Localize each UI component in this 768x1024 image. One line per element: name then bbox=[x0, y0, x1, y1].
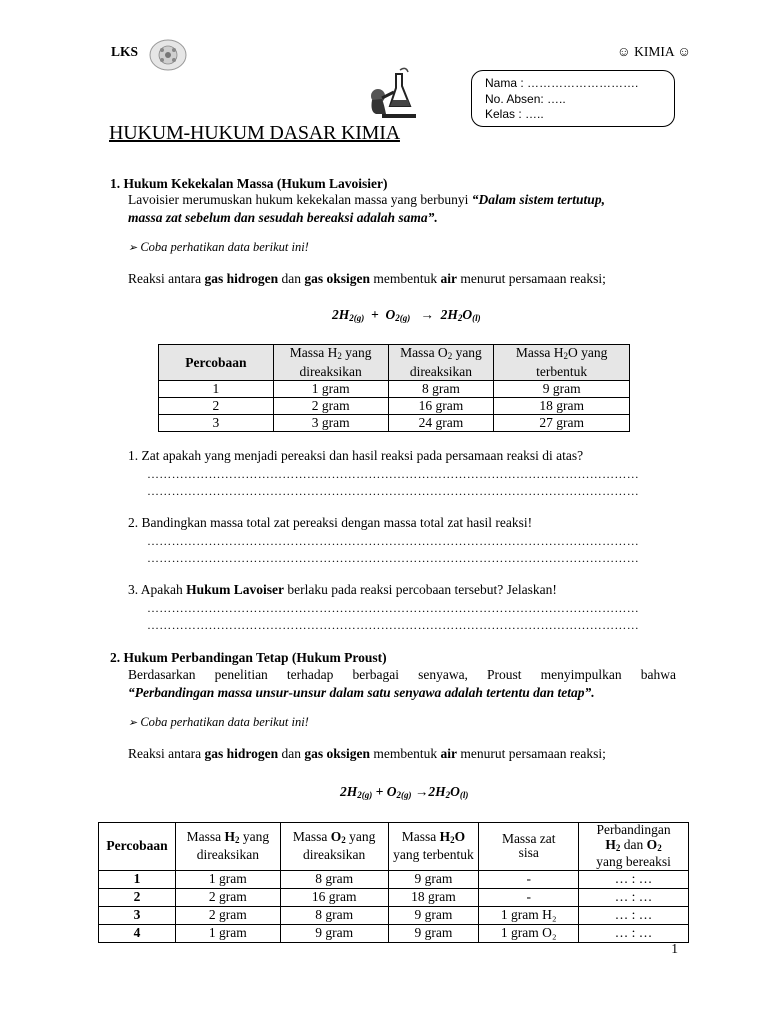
header-lks-label: LKS bbox=[111, 44, 139, 59]
table-cell: 18 gram bbox=[388, 888, 479, 906]
answer-line[interactable]: ………………………………………………………………………………………………………… bbox=[147, 484, 639, 498]
nama-field[interactable]: Nama : ………………………. bbox=[485, 76, 639, 90]
question-2: 2. Bandingkan massa total zat pereaksi dengan massa total zat hasil reaksi! bbox=[128, 515, 533, 530]
arrow-bullet-icon: ➢ bbox=[128, 242, 138, 254]
table-header-cell: Percobaan bbox=[99, 823, 176, 871]
reaction-text-f: air bbox=[440, 746, 458, 761]
table-cell: 16 gram bbox=[388, 398, 494, 415]
reaction-text-b: gas hidrogen bbox=[204, 746, 279, 761]
section2-hint-text: Coba perhatikan data berikut ini! bbox=[140, 715, 309, 729]
student-id-box bbox=[471, 70, 675, 127]
reaction-text-b: gas hidrogen bbox=[204, 271, 279, 286]
reaction-text-d: gas oksigen bbox=[304, 746, 371, 761]
table-cell: 9 gram bbox=[280, 924, 388, 942]
table-row bbox=[159, 415, 630, 432]
table-cell: 2 gram bbox=[175, 906, 280, 924]
table-cell: 2 gram bbox=[273, 398, 388, 415]
section2-quote: “Perbandingan massa unsur-unsur dalam satu senyawa adalah tertentu dan tetap”. bbox=[128, 685, 595, 700]
table-cell: 18 gram bbox=[494, 398, 630, 415]
page-title: HUKUM-HUKUM DASAR KIMIA bbox=[109, 122, 400, 144]
table-cell: 9 gram bbox=[494, 381, 630, 398]
table-cell: 2 bbox=[99, 888, 176, 906]
page-number: 1 bbox=[671, 941, 678, 956]
reaction-text-c: dan bbox=[278, 746, 305, 761]
table-cell: 27 gram bbox=[494, 415, 630, 432]
table-cell: 8 gram bbox=[388, 381, 494, 398]
school-logo-icon bbox=[148, 38, 188, 72]
table-header-cell: Massa $O_2$ yang direaksikan bbox=[280, 823, 388, 871]
table-row bbox=[99, 888, 689, 906]
section1-hint-text: Coba perhatikan data berikut ini! bbox=[140, 240, 309, 254]
table-header-row bbox=[159, 345, 630, 381]
table-cell: 1 gram O₂ bbox=[479, 924, 579, 942]
arrow-bullet-icon: ➢ bbox=[128, 717, 138, 729]
section2-reaction-sentence bbox=[128, 746, 606, 762]
section1-equation: $2H_{2(g)} + O_{2(g)} \to 2H_2O_{(l)}$ bbox=[332, 307, 481, 323]
section1-hint bbox=[128, 240, 309, 255]
header-kimia-label: ☺ KIMIA ☺ bbox=[616, 44, 691, 59]
table-cell: 3 gram bbox=[273, 415, 388, 432]
table-header-row bbox=[99, 823, 689, 871]
question-3-text-a: 3. Apakah bbox=[128, 582, 187, 597]
section1-table bbox=[158, 344, 630, 432]
table-row bbox=[159, 381, 630, 398]
chemist-flask-icon bbox=[362, 66, 420, 124]
question-3-bold: Hukum Lavoiser bbox=[186, 582, 285, 597]
section1-quote-line2: massa zat sebelum dan sesudah bereaksi adalah sama”. bbox=[128, 210, 438, 225]
answer-line[interactable]: ………………………………………………………………………………………………………… bbox=[147, 534, 639, 548]
reaction-text-d: gas oksigen bbox=[304, 271, 371, 286]
reaction-text-g: menurut persamaan reaksi; bbox=[457, 746, 606, 761]
table-cell: 1 gram bbox=[175, 924, 280, 942]
table-cell: 1 gram bbox=[273, 381, 388, 398]
reaction-text-a: Reaksi antara bbox=[128, 271, 205, 286]
table-cell: 1 bbox=[159, 381, 274, 398]
table-cell: - bbox=[479, 888, 579, 906]
table-header-cell: Massa $O_2$ yang direaksikan bbox=[388, 345, 494, 381]
reaction-text-g: menurut persamaan reaksi; bbox=[457, 271, 606, 286]
table-cell: 3 bbox=[159, 415, 274, 432]
table-cell: 1 bbox=[99, 870, 176, 888]
table-header-cell: Massa $H_2$ yang direaksikan bbox=[175, 823, 280, 871]
reaction-text-e: membentuk bbox=[370, 271, 441, 286]
reaction-text-c: dan bbox=[278, 271, 305, 286]
table-cell: 1 gram bbox=[175, 870, 280, 888]
table-cell: - bbox=[479, 870, 579, 888]
table-cell: 4 bbox=[99, 924, 176, 942]
section2-table bbox=[98, 822, 689, 943]
table-row bbox=[99, 924, 689, 942]
section1-reaction-sentence bbox=[128, 271, 606, 287]
answer-line[interactable]: ………………………………………………………………………………………………………… bbox=[147, 601, 639, 615]
table-header-cell: Massa $H_2O$ yang terbentuk bbox=[388, 823, 479, 871]
table-cell: 9 gram bbox=[388, 924, 479, 942]
section1-quote-line1: “Dalam sistem tertutup, bbox=[471, 192, 605, 207]
table-cell: 2 bbox=[159, 398, 274, 415]
ratio-input-cell[interactable]: … : … bbox=[579, 924, 689, 942]
table-cell: 8 gram bbox=[280, 870, 388, 888]
table-header-cell: Massa zat sisa bbox=[479, 823, 579, 871]
table-cell: 8 gram bbox=[280, 906, 388, 924]
table-cell: 3 bbox=[99, 906, 176, 924]
table-header-cell: Massa $H_2$ yang direaksikan bbox=[273, 345, 388, 381]
section2-heading: 2. Hukum Perbandingan Tetap (Hukum Proust) bbox=[110, 650, 387, 665]
reaction-text-e: membentuk bbox=[370, 746, 441, 761]
table-row bbox=[159, 398, 630, 415]
absen-field[interactable]: No. Absen: ….. bbox=[485, 91, 566, 106]
question-1: 1. Zat apakah yang menjadi pereaksi dan hasil reaksi pada persamaan reaksi di atas? bbox=[128, 448, 584, 463]
reaction-text-f: air bbox=[440, 271, 458, 286]
section2-hint bbox=[128, 715, 309, 730]
ratio-input-cell[interactable]: … : … bbox=[579, 888, 689, 906]
table-cell: 9 gram bbox=[388, 870, 479, 888]
ratio-input-cell[interactable]: … : … bbox=[579, 870, 689, 888]
table-header-cell: Percobaan bbox=[159, 345, 274, 381]
section1-intro bbox=[128, 191, 688, 227]
question-3 bbox=[128, 582, 557, 598]
reaction-text-a: Reaksi antara bbox=[128, 746, 205, 761]
ratio-input-cell[interactable]: … : … bbox=[579, 906, 689, 924]
table-cell: 1 gram H₂ bbox=[479, 906, 579, 924]
table-cell: 9 gram bbox=[388, 906, 479, 924]
table-row bbox=[99, 870, 689, 888]
section1-heading: 1. Hukum Kekekalan Massa (Hukum Lavoisier) bbox=[110, 176, 388, 191]
answer-line[interactable]: ………………………………………………………………………………………………………… bbox=[147, 618, 639, 632]
section2-intro-line1: Berdasarkan penelitian terhadap berbagai senyawa, Proust menyimpulkan bahwa bbox=[128, 667, 676, 682]
table-cell: 2 gram bbox=[175, 888, 280, 906]
table-cell: 24 gram bbox=[388, 415, 494, 432]
section2-equation: $2H_{2(g)} + O_{2(g)} \to 2H_2O_{(l)}$ bbox=[340, 784, 469, 800]
table-row bbox=[99, 906, 689, 924]
answer-line[interactable]: ………………………………………………………………………………………………………… bbox=[147, 551, 639, 565]
kelas-field[interactable]: Kelas : ….. bbox=[485, 107, 544, 121]
table-header-cell: Massa $H_2O$ yang terbentuk bbox=[494, 345, 630, 381]
section1-intro-text: Lavoisier merumuskan hukum kekekalan massa yang berbunyi bbox=[128, 192, 472, 207]
table-cell: 16 gram bbox=[280, 888, 388, 906]
table-header-cell: Perbandingan $H_2$ dan $O_2$ yang bereaksi bbox=[579, 823, 689, 871]
question-3-text-b: berlaku pada reaksi percobaan tersebut? Jelaskan! bbox=[284, 582, 557, 597]
answer-line[interactable]: ………………………………………………………………………………………………………… bbox=[147, 467, 639, 481]
